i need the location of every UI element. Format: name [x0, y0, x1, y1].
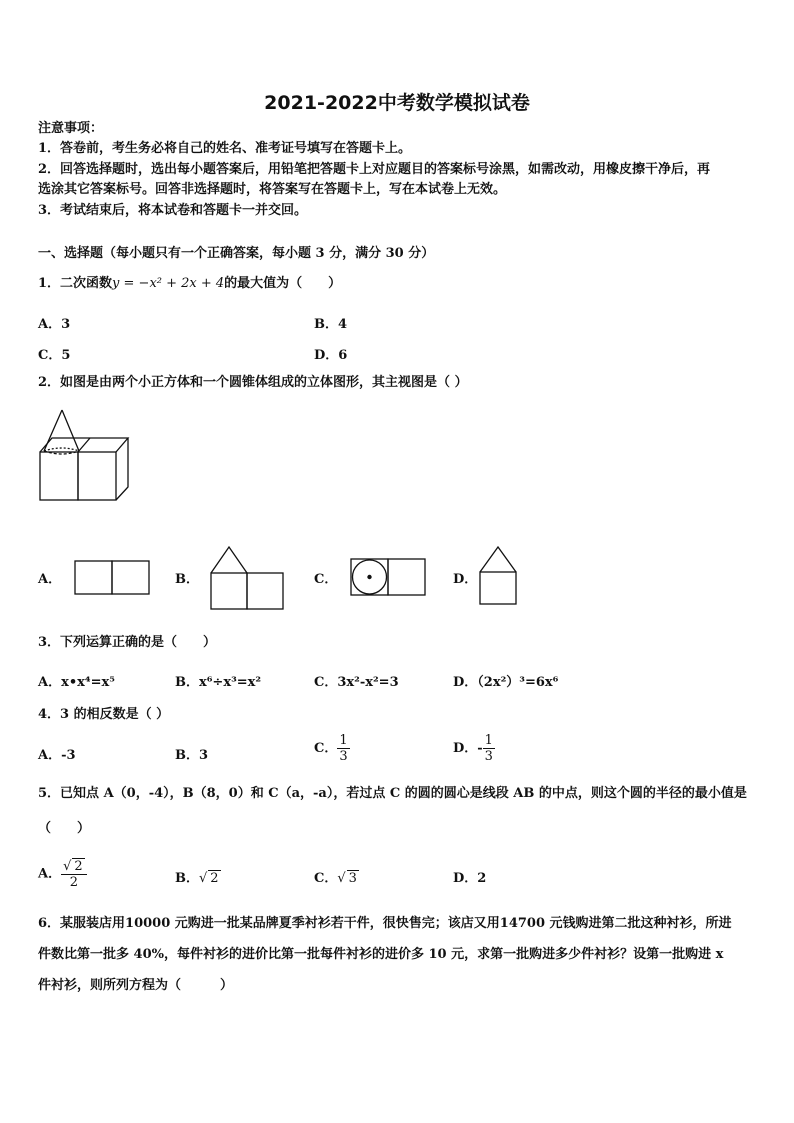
q2-option-c-figure [350, 558, 430, 598]
q5-option-c [314, 867, 359, 886]
question-6-line3: 件衬衫，则所列方程为（ ） [38, 978, 234, 993]
q5-option-c-label: C． [314, 871, 338, 886]
q4-option-a: A．-3 [38, 748, 76, 763]
q2-option-c-label: C． [314, 572, 338, 587]
q2-option-a-figure [74, 560, 154, 600]
q2-option-a-label: A． [38, 572, 62, 587]
question-3: 3．下列运算正确的是（ ） [38, 635, 217, 650]
q3-option-b: B．x⁶÷x³=x² [175, 675, 262, 690]
q1-suffix: 的最大值为（ ） [224, 276, 342, 291]
q1-option-b: B．4 [314, 317, 348, 332]
numerator: 1 [339, 733, 348, 748]
q1-option-a: A．3 [38, 317, 71, 332]
radicand: 3 [348, 871, 357, 886]
notice-item-3: 3．考试结束后，将本试卷和答题卡一并交回。 [38, 203, 308, 218]
cone-outline [44, 410, 79, 451]
q1-formula: y = −x² + 2x + 4 [112, 276, 225, 291]
q3-option-d: D．（2x²）³=6x⁶ [453, 675, 559, 690]
sqrt-symbol: √ [337, 871, 346, 886]
q5-option-b [175, 867, 221, 886]
q4-option-d [453, 733, 495, 764]
sqrt-symbol: √ [199, 871, 208, 886]
q1-option-c: C．5 [38, 348, 71, 363]
radicand: 2 [74, 859, 83, 874]
q2-option-d-label: D． [453, 572, 478, 587]
q4-option-d-fraction [483, 733, 495, 764]
q1-option-d: D．6 [314, 348, 348, 363]
notice-item-2-line2: 选涂其它答案标号。回答非选择题时，将答案写在答题卡上，写在本试卷上无效。 [38, 182, 507, 197]
notice-heading: 注意事项： [38, 121, 104, 136]
q4-option-d-label: D．- [453, 741, 483, 756]
q4-option-c-fraction [337, 733, 349, 764]
q4-option-c-label: C． [314, 741, 338, 756]
section-heading: 一、选择题（每小题只有一个正确答案，每小题 3 分，满分 30 分） [38, 246, 435, 261]
left-cube-front [40, 452, 78, 500]
q2-solid-figure [36, 405, 136, 505]
q3-option-c: C．3x²-x²=3 [314, 675, 399, 690]
question-5-line1: 5．已知点 A（0，-4），B（8，0）和 C（a，-a），若过点 C 的圆的圆心是线段 AB 的中点，则这个圆的半径的最小值是 [38, 786, 747, 801]
question-1 [38, 274, 341, 294]
q2-option-d-figure [479, 545, 524, 607]
question-2: 2．如图是由两个小正方体和一个圆锥体组成的立体图形，其主视图是（ ） [38, 375, 468, 390]
q5-option-a-fraction [61, 858, 87, 890]
q4-option-c [314, 733, 350, 764]
radicand: 2 [210, 871, 219, 886]
q4-option-b: B．3 [175, 748, 209, 763]
denominator: 3 [484, 749, 493, 764]
notice-item-1: 1．答卷前，考生务必将自己的姓名、准考证号填写在答题卡上。 [38, 141, 412, 156]
page-title: 2021-2022中考数学模拟试卷 [264, 92, 530, 114]
question-4: 4．3 的相反数是（ ） [38, 707, 170, 722]
notice-item-2-line1: 2．回答选择题时，选出每小题答案后，用铅笔把答题卡上对应题目的答案标号涂黑，如需改动，用橡皮擦干净后，再 [38, 162, 711, 177]
cube-side [116, 438, 128, 500]
numerator: 1 [484, 733, 493, 748]
q5-option-a [38, 858, 87, 890]
right-cube-front [78, 452, 116, 500]
denominator: 2 [69, 875, 79, 890]
q5-option-a-label: A． [38, 866, 62, 882]
q1-prefix: 1．二次函数 [38, 276, 113, 291]
q3-option-a: A．x•x⁴=x⁵ [38, 675, 115, 690]
q2-option-b-label: B． [175, 572, 199, 587]
denominator: 3 [339, 749, 348, 764]
q5-option-b-label: B． [175, 871, 199, 886]
question-6-line2: 件数比第一批多 40%，每件衬衫的进价比第一批每件衬衫的进价多 10 元，求第一批购进多少件衬衫？设第一批购进 x [38, 947, 724, 962]
q5-option-d: D．2 [453, 871, 487, 886]
question-6-line1: 6．某服装店用10000 元购进一批某品牌夏季衬衫若干件，很快售完；该店又用14700 元钱购进第二批这种衬衫，所进 [38, 916, 732, 931]
numerator [61, 858, 87, 875]
q2-option-b-figure [210, 545, 290, 611]
question-5-line2: （ ） [38, 821, 91, 836]
sqrt-symbol: √ [63, 859, 72, 874]
